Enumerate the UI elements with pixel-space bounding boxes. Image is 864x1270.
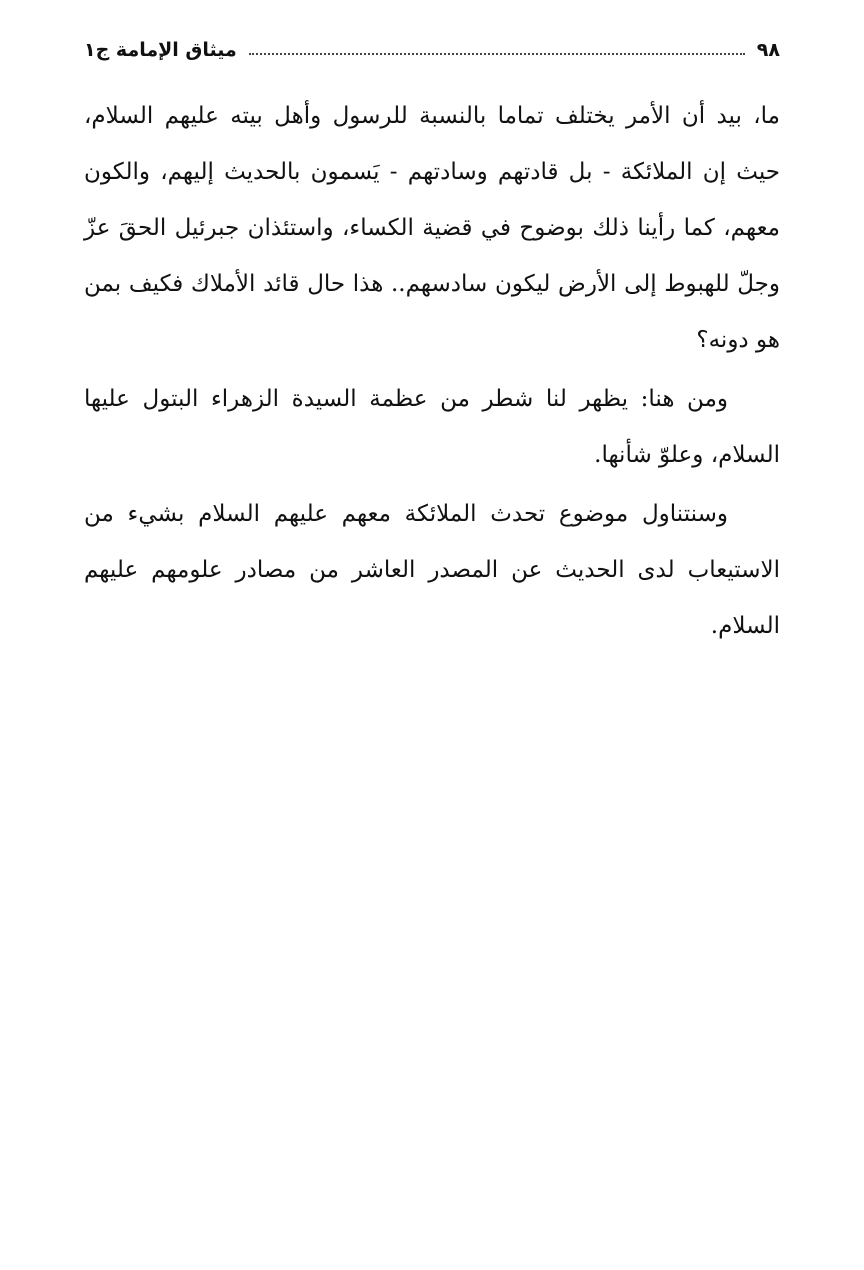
dot-leader bbox=[249, 53, 745, 55]
body-text bbox=[84, 88, 780, 657]
running-header bbox=[84, 34, 780, 66]
paragraph-3: وسنتناول موضوع تحدث الملائكة معهم عليهم السلام بشيء من الاستيعاب لدى الحديث عن المصدر العاشر من مصادر علومهم عليهم السلام. bbox=[84, 501, 780, 639]
book-title: ميثاق الإمامة ج١ bbox=[84, 39, 237, 61]
paragraph-2: ومن هنا: يظهر لنا شطر من عظمة السيدة الزهراء البتول عليها السلام، وعلوّ شأنها. bbox=[84, 386, 780, 468]
paragraph-1: ما، بيد أن الأمر يختلف تماما بالنسبة للرسول وأهل بيته عليهم السلام، حيث إن الملائكة - بل قادتهم وسادتهم - يَسمون بالحديث إليهم، والكون معهم، كما رأينا ذلك بوضوح في قضية الكساء، واستئذان جبرئيل الحقَ عزّ وجلّ للهبوط إلى الأرض ليكون سادسهم.. هذا حال قائد الأملاك فكيف بمن هو دونه؟ bbox=[84, 103, 780, 353]
page-number: ٩٨ bbox=[756, 39, 780, 61]
